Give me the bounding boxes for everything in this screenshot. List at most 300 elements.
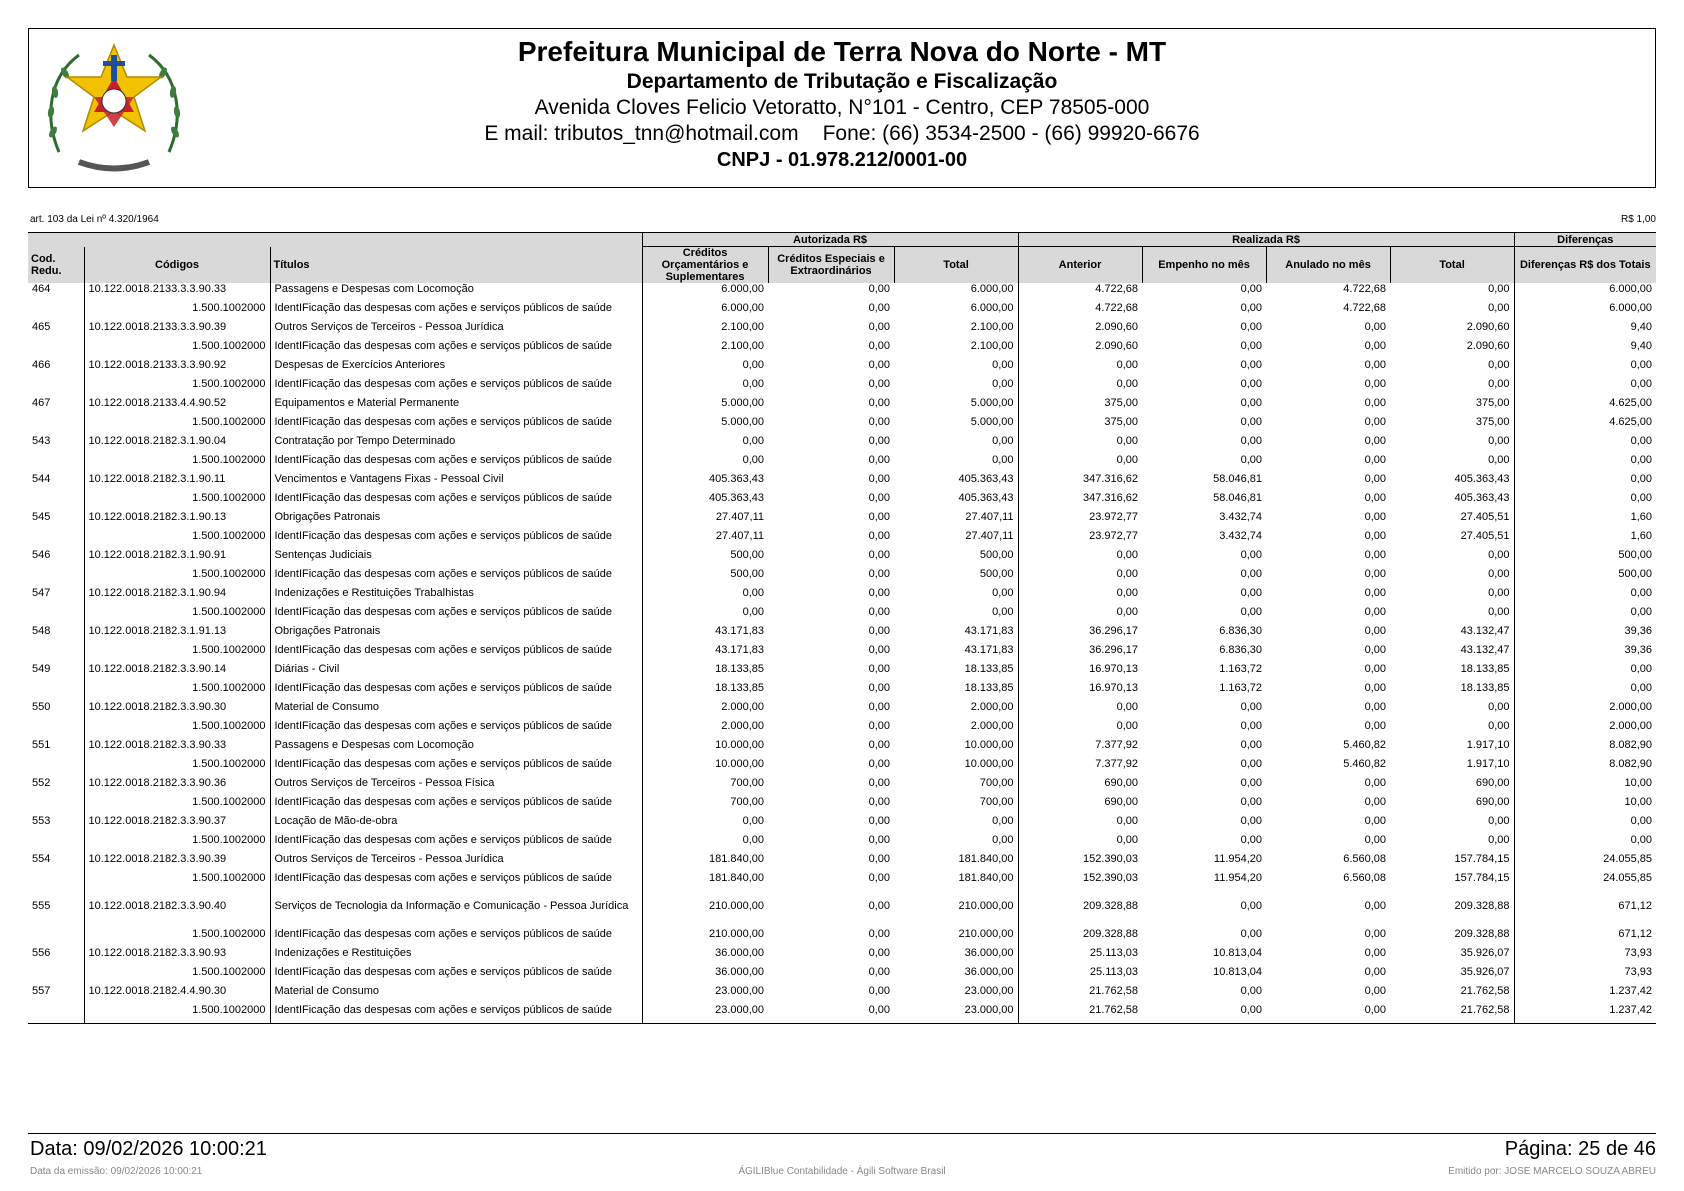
col-codigos: Códigos	[84, 247, 270, 284]
cell-codigo: 10.122.0018.2182.3.3.90.30	[84, 701, 270, 713]
expense-table	[28, 232, 1656, 1024]
cell-anulado-mes: 0,00	[1364, 491, 1387, 504]
cell-total-autorizada: 0,00	[992, 377, 1014, 390]
cell-anulado-mes: 0,00	[1364, 663, 1387, 675]
cell-diferencas: 9,40	[1514, 321, 1656, 333]
cell-total-realizada: 157.784,15	[1454, 871, 1510, 884]
cell-creditos-orcamentarios: 6.000,00	[642, 283, 768, 295]
cell-total-realizada: 690,00	[1475, 777, 1510, 789]
cell-creditos-especiais: 0,00	[868, 377, 891, 390]
cell-total-realizada: 375,00	[1475, 415, 1510, 428]
cell-anulado-mes: 4.722,68	[1343, 301, 1387, 314]
cell-codigo: 1.500.1002000	[84, 827, 270, 853]
address-line: Avenida Cloves Felicio Vetoratto, N°101 - Centro, CEP 78505-000	[534, 96, 1150, 119]
cell-titulo: Locação de Mão-de-obra	[270, 815, 642, 827]
cell-titulo: IdentIFicação das despesas com ações e serviços públicos de saúde	[270, 333, 642, 359]
cell-total-realizada: 0,00	[1488, 301, 1510, 314]
cell-diferencas: 73,93	[1514, 947, 1656, 959]
cnpj-text: CNPJ - 01.978.212/0001-00	[716, 149, 968, 171]
phone-text: Fone: (66) 3534-2500 - (66) 99920-6676	[822, 122, 1200, 145]
cell-titulo: IdentIFicação das despesas com ações e serviços públicos de saúde	[270, 921, 642, 947]
cell-anterior: 0,00	[1018, 713, 1142, 739]
cell-codigo: 10.122.0018.2182.3.3.90.33	[84, 739, 270, 751]
cell-anterior: 209.328,88	[1018, 891, 1142, 921]
cell-codigo: 10.122.0018.2182.3.1.90.94	[84, 587, 270, 599]
cell-cod-redu	[28, 295, 84, 321]
cell-total-realizada: 157.784,15	[1454, 853, 1510, 865]
cell-total-autorizada: 10.000,00	[964, 739, 1014, 751]
cell-diferencas: 8.082,90	[1514, 739, 1656, 751]
cell-creditos-orcamentarios: 18.133,85	[642, 675, 768, 701]
cell-anulado-mes: 0,00	[1364, 701, 1387, 713]
cell-creditos-orcamentarios: 5.000,00	[642, 397, 768, 409]
cell-creditos-especiais: 0,00	[868, 681, 891, 694]
table-row	[28, 549, 1656, 561]
cell-titulo: Obrigações Patronais	[270, 625, 642, 637]
cell-total-realizada: 35.926,07	[1460, 947, 1510, 959]
cell-codigo: 10.122.0018.2133.3.3.90.92	[84, 359, 270, 371]
cell-cod-redu: 555	[32, 899, 51, 912]
cell-total-autorizada: 0,00	[992, 359, 1014, 371]
cell-creditos-especiais: 0,00	[868, 757, 891, 770]
cell-creditos-especiais: 0,00	[868, 899, 891, 912]
col-creditos-orcamentarios: Créditos Orçamentários e Suplementares	[642, 247, 768, 284]
cell-anulado-mes: 0,00	[1364, 795, 1387, 808]
cell-creditos-especiais: 0,00	[868, 739, 891, 751]
contact-line	[199, 121, 1485, 147]
cell-empenho-mes: 11.954,20	[1213, 871, 1263, 884]
cell-anulado-mes: 5.460,82	[1343, 757, 1387, 770]
cell-codigo: 1.500.1002000	[84, 959, 270, 985]
header-spacer	[28, 233, 642, 247]
cell-total-realizada: 375,00	[1475, 397, 1510, 409]
cell-creditos-orcamentarios: 36.000,00	[642, 959, 768, 985]
cell-anterior: 2.090,60	[1018, 333, 1142, 359]
cell-total-realizada: 0,00	[1488, 377, 1510, 390]
col-anulado-mes: Anulado no mês	[1266, 247, 1390, 284]
cell-anterior: 0,00	[1018, 587, 1142, 599]
cell-total-realizada: 21.762,58	[1460, 985, 1510, 997]
cell-anterior: 347.316,62	[1018, 485, 1142, 511]
cell-anulado-mes: 0,00	[1364, 339, 1387, 352]
cell-creditos-especiais: 0,00	[868, 511, 891, 523]
table-row-detail	[28, 637, 1656, 663]
cell-cod-redu	[28, 409, 84, 435]
cell-total-autorizada: 0,00	[992, 815, 1014, 827]
table-row	[28, 473, 1656, 485]
table-row-detail	[28, 789, 1656, 815]
cell-titulo: Passagens e Despesas com Locomoção	[270, 739, 642, 751]
cell-titulo: IdentIFicação das despesas com ações e serviços públicos de saúde	[270, 675, 642, 701]
table-row	[28, 891, 1656, 921]
table-row-detail	[28, 997, 1656, 1024]
cell-diferencas: 0,00	[1514, 663, 1656, 675]
cell-total-autorizada: 210.000,00	[958, 899, 1014, 912]
cell-total-autorizada: 36.000,00	[964, 947, 1014, 959]
cell-diferencas: 0,00	[1514, 473, 1656, 485]
cell-total-autorizada: 23.000,00	[894, 997, 1018, 1024]
cell-cod-redu	[28, 827, 84, 853]
cell-creditos-orcamentarios: 0,00	[642, 359, 768, 371]
cell-total-realizada: 2.090,60	[1466, 339, 1510, 352]
cell-empenho-mes: 0,00	[1240, 719, 1263, 732]
cell-cod-redu	[28, 713, 84, 739]
cell-codigo: 10.122.0018.2182.3.3.90.40	[84, 891, 270, 921]
cell-total-autorizada: 27.407,11	[965, 529, 1014, 542]
cell-anulado-mes: 0,00	[1364, 587, 1387, 599]
table-row-detail	[28, 485, 1656, 511]
cell-codigo: 1.500.1002000	[84, 523, 270, 549]
cell-anterior: 347.316,62	[1018, 473, 1142, 485]
cell-total-autorizada: 43.171,83	[964, 643, 1014, 656]
table-row	[28, 435, 1656, 447]
cell-anterior: 375,00	[1018, 409, 1142, 435]
cell-codigo: 1.500.1002000	[84, 789, 270, 815]
cell-titulo: Material de Consumo	[270, 701, 642, 713]
cell-cod-redu	[28, 447, 84, 473]
cell-creditos-orcamentarios: 6.000,00	[642, 295, 768, 321]
cell-diferencas: 0,00	[1514, 675, 1656, 701]
cell-creditos-especiais: 0,00	[868, 985, 891, 997]
cell-anterior: 25.113,03	[1018, 947, 1142, 959]
cell-codigo: 10.122.0018.2133.4.4.90.52	[84, 397, 270, 409]
cell-total-realizada: 0,00	[1488, 283, 1510, 295]
cell-anulado-mes: 0,00	[1364, 435, 1387, 447]
table-row	[28, 947, 1656, 959]
cell-creditos-especiais: 0,00	[868, 833, 891, 846]
cell-anulado-mes: 0,00	[1364, 605, 1387, 618]
table-row-detail	[28, 865, 1656, 891]
cell-cod-redu	[28, 333, 84, 359]
cell-anulado-mes: 0,00	[1364, 947, 1387, 959]
cell-total-realizada: 0,00	[1488, 549, 1510, 561]
cell-cod-redu: 549	[32, 663, 51, 675]
cell-total-autorizada: 2.000,00	[970, 701, 1014, 713]
cell-codigo: 1.500.1002000	[84, 997, 270, 1024]
cell-anterior: 152.390,03	[1018, 865, 1142, 891]
cell-titulo: Equipamentos e Material Permanente	[270, 397, 642, 409]
cell-anterior: 375,00	[1018, 397, 1142, 409]
cell-creditos-especiais: 0,00	[868, 529, 891, 542]
header-text-block	[199, 35, 1485, 173]
cell-anterior: 0,00	[1018, 599, 1142, 625]
cell-cod-redu: 552	[32, 777, 51, 789]
table-row-detail	[28, 599, 1656, 625]
department-name: Departamento de Tributação e Fiscalização	[626, 70, 1058, 93]
cell-total-autorizada: 0,00	[992, 453, 1014, 466]
cell-anulado-mes: 0,00	[1364, 719, 1387, 732]
table-row-detail	[28, 523, 1656, 549]
cell-anterior: 0,00	[1018, 447, 1142, 473]
cell-cod-redu	[28, 675, 84, 701]
cell-anterior: 4.722,68	[1018, 283, 1142, 295]
cell-anterior: 7.377,92	[1018, 739, 1142, 751]
cell-empenho-mes: 11.954,20	[1213, 853, 1263, 865]
cell-codigo: 1.500.1002000	[84, 447, 270, 473]
cell-creditos-orcamentarios: 210.000,00	[642, 891, 768, 921]
cell-anterior: 16.970,13	[1018, 675, 1142, 701]
cell-titulo: Contratação por Tempo Determinado	[270, 435, 642, 447]
cell-empenho-mes: 0,00	[1240, 567, 1263, 580]
cell-anulado-mes: 0,00	[1364, 397, 1387, 409]
cell-creditos-orcamentarios: 405.363,43	[642, 473, 768, 485]
cell-diferencas: 0,00	[1514, 447, 1656, 473]
cell-diferencas: 0,00	[1514, 485, 1656, 511]
cell-cod-redu	[28, 523, 84, 549]
cell-creditos-especiais: 0,00	[868, 301, 891, 314]
cell-creditos-orcamentarios: 210.000,00	[642, 921, 768, 947]
cell-anulado-mes: 6.560,08	[1343, 853, 1387, 865]
cell-diferencas: 1,60	[1514, 511, 1656, 523]
cell-creditos-especiais: 0,00	[868, 567, 891, 580]
cell-total-autorizada: 2.100,00	[970, 321, 1014, 333]
cell-empenho-mes: 6.836,30	[1219, 625, 1263, 637]
cell-total-realizada: 27.405,51	[1460, 511, 1510, 523]
cell-creditos-especiais: 0,00	[868, 435, 891, 447]
cell-creditos-especiais: 0,00	[868, 473, 891, 485]
municipal-logo	[39, 37, 189, 182]
cell-empenho-mes: 0,00	[1142, 997, 1266, 1024]
cell-anterior: 36.296,17	[1018, 625, 1142, 637]
table-row-detail	[28, 713, 1656, 739]
cell-total-autorizada: 405.363,43	[958, 473, 1014, 485]
cell-cod-redu: 556	[32, 947, 51, 959]
cell-anterior: 16.970,13	[1018, 663, 1142, 675]
cell-creditos-especiais: 0,00	[868, 965, 891, 978]
cell-creditos-especiais: 0,00	[868, 491, 891, 504]
cell-creditos-orcamentarios: 0,00	[642, 587, 768, 599]
cell-anulado-mes: 0,00	[1266, 997, 1390, 1024]
cell-anulado-mes: 0,00	[1364, 777, 1387, 789]
cell-cod-redu	[28, 921, 84, 947]
cell-cod-redu: 546	[32, 549, 51, 561]
cell-creditos-orcamentarios: 10.000,00	[642, 751, 768, 777]
cell-total-autorizada: 27.407,11	[965, 511, 1014, 523]
cell-codigo: 10.122.0018.2182.3.3.90.14	[84, 663, 270, 675]
table-row	[28, 777, 1656, 789]
issuer-name: Emitido por: JOSE MARCELO SOUZA ABREU	[1448, 1166, 1656, 1177]
col-titulos: Títulos	[270, 247, 642, 284]
cell-anterior: 690,00	[1018, 777, 1142, 789]
cell-cod-redu: 547	[32, 587, 51, 599]
cell-anulado-mes: 5.460,82	[1343, 739, 1387, 751]
cell-creditos-orcamentarios: 2.000,00	[642, 713, 768, 739]
cell-total-autorizada: 405.363,43	[958, 491, 1014, 504]
cell-anterior: 209.328,88	[1018, 921, 1142, 947]
cell-empenho-mes: 0,00	[1240, 739, 1263, 751]
cell-total-autorizada: 36.000,00	[964, 965, 1014, 978]
cell-empenho-mes: 0,00	[1240, 377, 1263, 390]
cell-creditos-orcamentarios: 0,00	[642, 371, 768, 397]
cell-total-autorizada: 0,00	[992, 605, 1014, 618]
cell-cod-redu: 548	[32, 625, 51, 637]
cell-codigo: 10.122.0018.2182.3.1.91.13	[84, 625, 270, 637]
cell-diferencas: 10,00	[1514, 777, 1656, 789]
cell-cod-redu: 543	[32, 435, 51, 447]
cell-codigo: 10.122.0018.2182.3.3.90.36	[84, 777, 270, 789]
cell-creditos-orcamentarios: 2.100,00	[642, 321, 768, 333]
cell-creditos-orcamentarios: 181.840,00	[642, 865, 768, 891]
cell-total-realizada: 27.405,51	[1460, 529, 1510, 542]
cell-diferencas: 39,36	[1514, 637, 1656, 663]
cell-empenho-mes: 0,00	[1240, 605, 1263, 618]
cell-diferencas: 0,00	[1514, 435, 1656, 447]
cell-anterior: 0,00	[1018, 359, 1142, 371]
table-row	[28, 625, 1656, 637]
cell-total-realizada: 0,00	[1488, 359, 1510, 371]
cell-codigo: 10.122.0018.2182.3.1.90.11	[84, 473, 270, 485]
cell-anulado-mes: 0,00	[1364, 927, 1387, 940]
cell-codigo: 1.500.1002000	[84, 333, 270, 359]
cell-codigo: 1.500.1002000	[84, 561, 270, 587]
cell-creditos-orcamentarios: 18.133,85	[642, 663, 768, 675]
cell-cod-redu: 554	[32, 853, 51, 865]
cell-codigo: 10.122.0018.2182.3.1.90.13	[84, 511, 270, 523]
cell-titulo: IdentIFicação das despesas com ações e serviços públicos de saúde	[270, 751, 642, 777]
cell-diferencas: 671,12	[1514, 891, 1656, 921]
email-text: E mail: tributos_tnn@hotmail.com	[484, 122, 799, 145]
cell-cod-redu	[28, 599, 84, 625]
cell-diferencas: 0,00	[1514, 599, 1656, 625]
cell-creditos-orcamentarios: 700,00	[642, 789, 768, 815]
cell-diferencas: 2.000,00	[1514, 713, 1656, 739]
cell-anterior: 0,00	[1018, 815, 1142, 827]
cell-diferencas: 6.000,00	[1514, 283, 1656, 295]
cell-creditos-especiais: 0,00	[868, 415, 891, 428]
cell-titulo: IdentIFicação das despesas com ações e serviços públicos de saúde	[270, 447, 642, 473]
cell-codigo: 10.122.0018.2182.4.4.90.30	[84, 985, 270, 997]
cell-anulado-mes: 0,00	[1364, 377, 1387, 390]
cell-total-autorizada: 700,00	[979, 777, 1014, 789]
cell-creditos-especiais: 0,00	[868, 587, 891, 599]
cell-total-realizada: 43.132,47	[1460, 625, 1510, 637]
cell-diferencas: 39,36	[1514, 625, 1656, 637]
cell-creditos-orcamentarios: 700,00	[642, 777, 768, 789]
cell-codigo: 1.500.1002000	[84, 599, 270, 625]
table-row	[28, 815, 1656, 827]
cell-empenho-mes: 0,00	[1240, 453, 1263, 466]
cell-total-autorizada: 181.840,00	[958, 871, 1014, 884]
report-header	[28, 28, 1656, 188]
cell-creditos-especiais: 0,00	[868, 321, 891, 333]
cell-anulado-mes: 0,00	[1364, 511, 1387, 523]
cell-empenho-mes: 0,00	[1240, 301, 1263, 314]
col-empenho-mes: Empenho no mês	[1142, 247, 1266, 284]
cell-creditos-especiais: 0,00	[868, 625, 891, 637]
cell-empenho-mes: 10.813,04	[1213, 965, 1263, 978]
legal-reference: art. 103 da Lei nº 4.320/1964	[30, 214, 159, 225]
cell-creditos-especiais: 0,00	[868, 283, 891, 295]
currency-unit: R$ 1,00	[1620, 214, 1656, 225]
cell-total-realizada: 405.363,43	[1454, 473, 1510, 485]
cell-anterior: 0,00	[1018, 701, 1142, 713]
cell-titulo: IdentIFicação das despesas com ações e serviços públicos de saúde	[270, 409, 642, 435]
cell-titulo: IdentIFicação das despesas com ações e serviços públicos de saúde	[270, 865, 642, 891]
cell-diferencas: 500,00	[1514, 561, 1656, 587]
cell-diferencas: 24.055,85	[1514, 865, 1656, 891]
cell-anulado-mes: 0,00	[1364, 643, 1387, 656]
cell-cod-redu: 466	[32, 359, 51, 371]
cell-titulo: Material de Consumo	[270, 985, 642, 997]
table-row-detail	[28, 409, 1656, 435]
cell-creditos-orcamentarios: 2.000,00	[642, 701, 768, 713]
cell-total-realizada: 21.762,58	[1390, 997, 1514, 1024]
cell-titulo: Diárias - Civil	[270, 663, 642, 675]
table-row-detail	[28, 333, 1656, 359]
cell-codigo: 1.500.1002000	[84, 675, 270, 701]
cell-anulado-mes: 0,00	[1364, 567, 1387, 580]
cell-creditos-orcamentarios: 181.840,00	[642, 853, 768, 865]
cell-empenho-mes: 1.163,72	[1219, 681, 1263, 694]
cell-empenho-mes: 0,00	[1240, 587, 1263, 599]
cell-titulo: IdentIFicação das despesas com ações e serviços públicos de saúde	[270, 599, 642, 625]
cell-cod-redu	[28, 865, 84, 891]
cell-anulado-mes: 0,00	[1364, 321, 1387, 333]
cell-anterior: 0,00	[1018, 549, 1142, 561]
cell-anulado-mes: 0,00	[1364, 681, 1387, 694]
cell-cod-redu: 467	[32, 397, 51, 409]
cell-total-autorizada: 5.000,00	[970, 397, 1014, 409]
cell-empenho-mes: 58.046,81	[1213, 473, 1263, 485]
cell-creditos-especiais: 0,00	[868, 359, 891, 371]
cell-cod-redu	[28, 371, 84, 397]
cell-diferencas: 0,00	[1514, 371, 1656, 397]
cell-codigo: 10.122.0018.2182.3.1.90.04	[84, 435, 270, 447]
cell-anterior: 0,00	[1018, 435, 1142, 447]
cell-titulo: IdentIFicação das despesas com ações e serviços públicos de saúde	[270, 959, 642, 985]
cell-total-realizada: 690,00	[1475, 795, 1510, 808]
table-row	[28, 663, 1656, 675]
cell-total-realizada: 35.926,07	[1460, 965, 1510, 978]
table-row	[28, 853, 1656, 865]
cell-anulado-mes: 0,00	[1364, 473, 1387, 485]
cell-total-autorizada: 43.171,83	[964, 625, 1014, 637]
cell-total-realizada: 0,00	[1488, 815, 1510, 827]
cell-diferencas: 9,40	[1514, 333, 1656, 359]
cell-empenho-mes: 0,00	[1240, 549, 1263, 561]
cell-titulo: Passagens e Despesas com Locomoção	[270, 283, 642, 295]
cell-total-autorizada: 181.840,00	[958, 853, 1014, 865]
cell-total-autorizada: 6.000,00	[970, 283, 1014, 295]
cell-codigo: 10.122.0018.2182.3.3.90.93	[84, 947, 270, 959]
cell-creditos-especiais: 0,00	[868, 701, 891, 713]
cell-empenho-mes: 10.813,04	[1213, 947, 1263, 959]
cell-anterior: 4.722,68	[1018, 295, 1142, 321]
cell-anterior: 7.377,92	[1018, 751, 1142, 777]
cell-titulo: IdentIFicação das despesas com ações e serviços públicos de saúde	[270, 713, 642, 739]
cell-empenho-mes: 0,00	[1240, 435, 1263, 447]
cell-cod-redu	[28, 637, 84, 663]
cell-anterior: 21.762,58	[1018, 997, 1142, 1024]
cell-total-autorizada: 0,00	[992, 435, 1014, 447]
municipality-title: Prefeitura Municipal de Terra Nova do Norte - MT	[517, 36, 1167, 67]
cell-empenho-mes: 3.432,74	[1219, 529, 1263, 542]
cell-titulo: Outros Serviços de Terceiros - Pessoa Jurídica	[270, 321, 642, 333]
cell-creditos-especiais: 0,00	[768, 997, 894, 1024]
cell-titulo: Indenizações e Restituições	[270, 947, 642, 959]
cell-creditos-especiais: 0,00	[868, 643, 891, 656]
cell-diferencas: 8.082,90	[1514, 751, 1656, 777]
cell-cod-redu	[28, 561, 84, 587]
cell-creditos-orcamentarios: 500,00	[642, 561, 768, 587]
cell-anulado-mes: 0,00	[1364, 965, 1387, 978]
table-row-detail	[28, 295, 1656, 321]
cell-total-autorizada: 500,00	[979, 567, 1014, 580]
cell-creditos-orcamentarios: 0,00	[642, 435, 768, 447]
cell-empenho-mes: 0,00	[1240, 283, 1263, 295]
cell-creditos-orcamentarios: 0,00	[642, 815, 768, 827]
cell-total-autorizada: 0,00	[992, 587, 1014, 599]
